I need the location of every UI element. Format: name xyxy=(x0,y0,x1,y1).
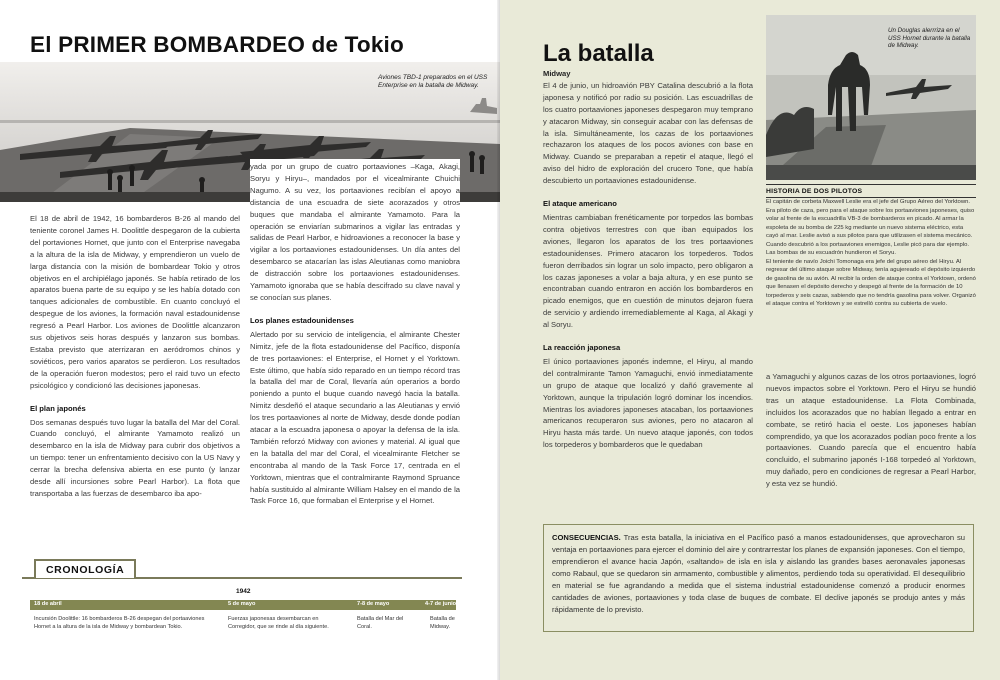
midway-paragraph: El 4 de junio, un hidroavión PBY Catalina descubrió a la flota japonesa y notificó por radio su posición. Las escuadrillas de los cuatro portaaviones japoneses despegaron muy temprano y atacaron Midway, sin conseguir acabar con las defensas de la isla. Simultáneamente, los cazas de los portaaviones rechazaron los ataques de los pocos aviones con base en Midway. Cuando se preparaban a repetir el ataque, llegó el aviso del hidro de exploración del crucero Tone, que había descubierto un portaaviones estadounidense. xyxy=(543,80,753,186)
photo-caption-line-2: Enterprise en la batalla de Midway. xyxy=(378,82,479,89)
timeline-text-1: Incursión Doolittle: 16 bombarderos B-26 despegan del portaaviones Hornet a la altura de la isla de Midway y bombardean Tokio. xyxy=(34,616,205,630)
pilotos-paragraph-2: El teniente de navío Joichi Tomonaga era jefe del grupo aéreo del Hiryu. Al regresar del último ataque sobre Midway, tenía agujereado el depósito izquierdo de gasolina de su avión. Al recibir la orden de ataque contra el Yorktown, ordenó que llenasen el depósito derecho y despegó al frente de la formación de 10 torpederos y seis cazas, sabiendo que no tendría gasolina para volver. Organizó el ataque contra el Yorktown y se estrelló contra su cubierta de vuelo. xyxy=(766,258,976,307)
left-column-1 xyxy=(30,213,240,500)
consecuencias-box xyxy=(543,524,974,632)
cronologia-header xyxy=(22,559,462,581)
cronologia-title: CRONOLOGÍA xyxy=(34,559,136,578)
plan-heading: El plan japonés xyxy=(30,403,86,413)
pilotos-sidebar xyxy=(766,184,976,309)
timeline-date-3: 7-8 de mayo xyxy=(357,601,390,607)
right-col2-paragraph: a Yamaguchi y algunos cazas de los otros portaaviones, logró nuevos impactos sobre el Yorktown. Pero el Hiryu se hundió tras un ataque estadounidense. La Flota Combinada, incluidos los acorazados que no habían llegado a entrar en combate, se retiró hacia el oeste. Los japoneses habían comprendido, ya que los acorazados podían poco frente a los portaaviones. Cuando parecía que el encuentro había concluido, el submarino japonés I-168 torpedeó al Yorktown, muy dañado, pero en condiciones de regresar a Pearl Harbor, y esta vez se hundió. xyxy=(766,372,976,489)
intro-paragraph: El 18 de abril de 1942, 16 bombarderos B-26 al mando del teniente coronel James H. Doolittle despegaron de la cubierta del portaviones Hornet, que junto con el Enterprise navegaba a la altura de la isla de Midway, y emprendieron un vuelo de larga distancia con la misión de bombardear Tokio y otros objetivos en el archipiélago japonés. Se había retirado de los aparatos buena parte de su equipo y se les había dotado con tanques adicionales de combustible. En cuanto concluyó el despegue de los aviones, la formación naval estadounidense regresó a Pearl Harbor. Los aviones de Doolittle alcanzaron sus objetivos seis horas después y lanzaron sus bombas. Estaba previsto que aterrizaran en aeródromos chinos y soviéticos, pero varios aparatos se perdieron. Los resultados de la operación fueron modestos; pero el raid tuvo un efecto psicológico y condicionó las decisiones japonesas. xyxy=(30,214,240,390)
timeline-text-4: Batalla de Midway. xyxy=(430,616,455,630)
consecuencias-label: CONSECUENCIAS. xyxy=(552,533,621,542)
ataque-paragraph: Mientras cambiaban frenéticamente por torpedos las bombas contra objetivos terrestres con que iban equipados los aviones, llegaron los aparatos de los tres portaaviones estadounidenses. Primero atacaron los torpederos. Todos fueron derribados sin lograr un solo impacto, pero obligaron a los cazas japoneses a volar a baja altura, y en ese punto se encontraban cuando entraron en acción los bombarderos en picado enemigos, que en cuestión de minutos dejaron fuera de servicio y ardiendo irremediablemente al Kaga, al Akagi y al Soryu. xyxy=(543,212,753,330)
reaccion-paragraph: El único portaaviones japonés indemne, el Hiryu, al mando del contralmirante Tamon Yamaguchi, envió inmediatamente un grupo de ataque que localizó y dañó gravemente al Yorktown, aunque la tripulación logró dominar los incendios. Mientras los aviadores japoneses atacaban, los portaaviones americanos recuperaron sus aviones, pero no atacaron al Hiryu hasta más tarde. Un nuevo ataque japonés, con todos los torpederos y bombarderos que le quedaban xyxy=(543,356,753,450)
midway-heading: Midway xyxy=(543,69,571,78)
left-column-2 xyxy=(250,159,460,507)
right-column-1 xyxy=(543,68,753,451)
pilotos-paragraph-1: El capitán de corbeta Maxwell Leslie era el jefe del Grupo Aéreo del Yorktown. Era piloto de caza, pero para el ataque sobre los portaaviones japoneses, quiso volar al frente de la escuadrilla VB-3 de bombarderos en picado. Al armar la espoleta de su bomba de 225 kg mediante un nuevo sistema eléctrico, esta cayó al mar. Leslie avisó a sus pilotos para que utilizasen el sistema mecánico. Cuando descubrió a los portaaviones enemigos, Leslie picó para dar ejemplo. Las bombas de su escuadrón hundieron el Soryu. xyxy=(766,199,975,256)
timeline-text-3: Batalla del Mar del Coral. xyxy=(357,616,404,630)
planes-heading: Los planes estadounidenses xyxy=(250,315,354,325)
batalla-title: La batalla xyxy=(543,40,654,67)
photo-caption-line-1: Aviones TBD-1 preparados en el USS xyxy=(378,74,488,81)
consecuencias-text: Tras esta batalla, la iniciativa en el Pacífico pasó a manos estadounidenses, que aprovecharon su ventaja en portaaviones para ejercer el dominio del aire y contrarrestar los planes de expansión japoneses. Con el tiempo, emprendieron el avance hacia Japón, «saltando» de isla en isla y aislando las grandes bases aeronavales japonesas como Rabaul, que se quedaron sin armamento, combustible y alimentos, perdiendo toda su operatividad. El desequilibrio en material se fue agrandando a medida que el sistema industrial estadounidense comenzó a producir enormes cantidades de aviones, portaaviones y toda clase de buques de combate. El declive japonés se produjo antes y más rápidamente de lo previsto. xyxy=(552,533,965,614)
pilotos-title: HISTORIA DE DOS PILOTOS xyxy=(766,188,863,195)
ataque-heading: El ataque americano xyxy=(543,199,617,209)
reaccion-heading: La reacción japonesa xyxy=(543,343,621,353)
planes-paragraph: Alertado por su servicio de inteligencia, el almirante Chester Nimitz, jefe de la flota estadounidense del Pacífico, disponía de tres portaaviones: el Enterprise, el Hornet y el Yorktown. Este último, que había sido reparado en un tiempo récord tras la batalla del mar de Coral, llevaría aún operarios a bordo poniendo a punto el buque cuando navegó hacia la batalla. Nimitz desdeñó el ataque secundario a las Aleutianas y envió los tres portaaviones al norte de Midway, desde donde podían atacar a la escuadra japonesa o apoyar la defensa de la isla. También reforzó Midway con aviones y material. Al igual que en la batalla del mar del Coral, el vicealmirante Fletcher se encontraba al mando de la Task Force 17, centrada en el Yorktown, mientras que el contralmirante Raymond Spruance había sustituido al almirante William Halsey en el mando de la Task Force 16, que formaban el Enterprise y el Hornet. xyxy=(250,329,460,506)
timeline-date-4: 4-7 de junio xyxy=(425,601,457,607)
timeline-date-2: 5 de mayo xyxy=(228,601,256,607)
photo-caption xyxy=(378,74,488,90)
pilot-on-deck-photo xyxy=(766,15,976,180)
timeline-year: 1942 xyxy=(236,588,251,595)
photo2-caption: Un Douglas alerrriza en el USS Hornet durante la batalla de Midway. xyxy=(888,27,971,50)
timeline-text-2: Fuerzas japonesas desembarcan en Corregidor, que se rinde al día siguiente. xyxy=(228,616,329,630)
right-column-2 xyxy=(766,371,976,490)
timeline-date-1: 18 de abril xyxy=(34,601,62,607)
plan-paragraph: Dos semanas después tuvo lugar la batalla del Mar del Coral. Cuando concluyó, el almirante Yamamoto realizó un desembarco en la isla de Midway para cubrir dos objetivos a un tiempo: tener un enfrentamiento decisivo con la US Navy y cerrar la brecha defensiva abierta en ese punto (y lanzar desde allí incursiones sobre Pearl Harbor). La flota que transportaba a las fuerzas de desembarco iba apo- xyxy=(30,417,240,498)
page-title: El PRIMER BOMBARDEO de Tokio xyxy=(30,32,404,57)
col2-paragraph: yada por un grupo de cuatro portaaviones –Kaga, Akagi, Soryu y Hiryu–, mandados por el vicealmirante Chuichi Nagumo. A su vez, los portaaviones recibían el apoyo a distancia de una escuadra de siete acorazados y otros buques que mandaba el almirante Yamamoto. Para la operación se enviarían submarinos a vigilar las entradas y salidas de Pearl Harbor, e hidroaviones a reconocer la base y vigilar a los portaaviones estadounidenses. Un día antes del desembarco se atacarían las islas Aleutianas como maniobra de distracción sobre los portaaviones estadounidenses. Yamamoto ignoraba que se había descifrado su clave naval y se conocían sus planes. xyxy=(250,162,460,302)
